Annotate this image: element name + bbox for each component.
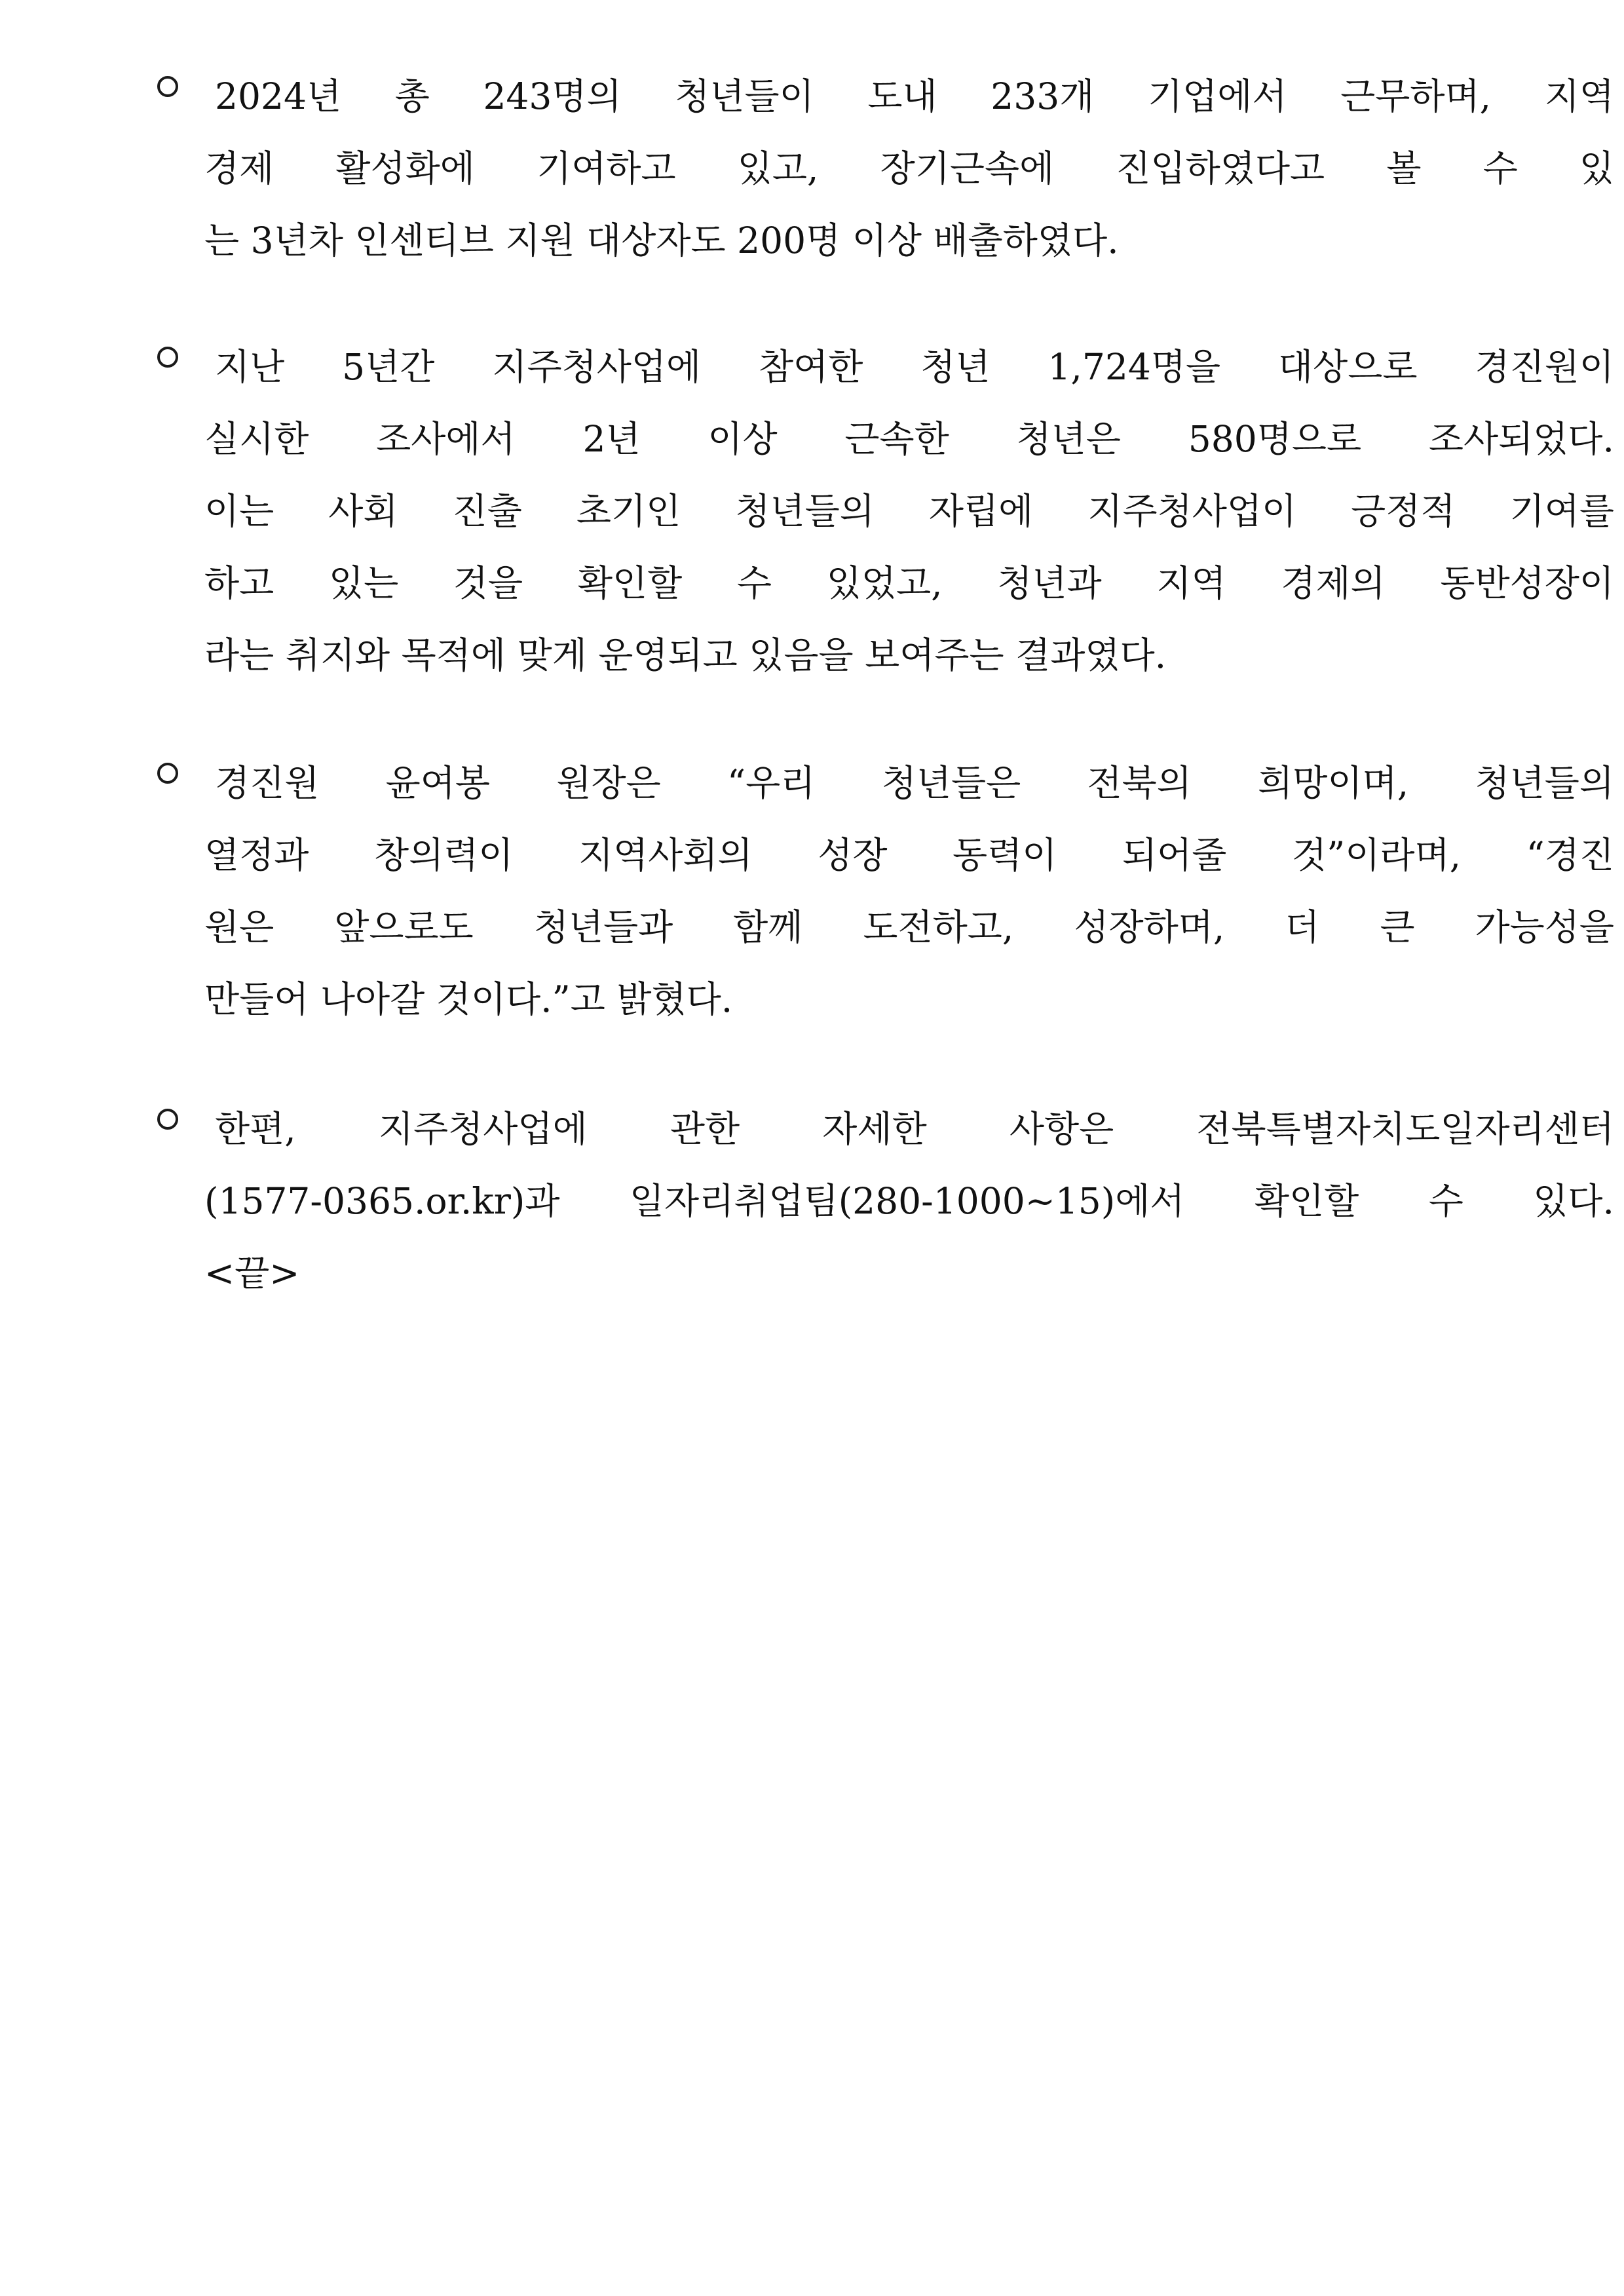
paragraph-line: 원은 앞으로도 청년들과 함께 도전하고, 성장하며, 더 큰 가능성을	[204, 906, 1614, 948]
paragraph-line: 라는 취지와 목적에 맞게 운영되고 있음을 보여주는 결과였다.	[204, 634, 1167, 676]
paragraph-line: 열정과 창의력이 지역사회의 성장 동력이 되어줄 것”이라며, “경진	[204, 834, 1614, 876]
paragraph-line: 지난 5년간 지주청사업에 참여한 청년 1,724명을 대상으로 경진원이	[215, 346, 1614, 388]
circle-bullet-icon	[157, 1109, 178, 1130]
paragraph-line: 한편, 지주청사업에 관한 자세한 사항은 전북특별자치도일자리센터	[215, 1108, 1614, 1150]
circle-bullet-icon	[157, 763, 178, 784]
paragraph-line: (1577-0365.or.kr)과 일자리취업팀(280-1000~15)에서 확인할 수 있다.	[204, 1180, 1614, 1222]
paragraph-line: 이는 사회 진출 초기인 청년들의 자립에 지주청사업이 긍정적 기여를	[204, 490, 1614, 532]
paragraph-line: 경진원 윤여봉 원장은 “우리 청년들은 전북의 희망이며, 청년들의	[215, 762, 1614, 804]
paragraph-line: 하고 있는 것을 확인할 수 있었고, 청년과 지역 경제의 동반성장이	[204, 562, 1614, 604]
paragraph-line: 실시한 조사에서 2년 이상 근속한 청년은 580명으로 조사되었다.	[204, 418, 1614, 460]
circle-bullet-icon	[157, 347, 178, 368]
end-mark: <끝>	[204, 1252, 300, 1294]
paragraph-line: 만들어 나아갈 것이다.”고 밝혔다.	[204, 978, 733, 1020]
paragraph-line: 는 3년차 인센티브 지원 대상자도 200명 이상 배출하였다.	[204, 220, 1119, 261]
paragraph-line: 2024년 총 243명의 청년들이 도내 233개 기업에서 근무하며, 지역	[215, 75, 1614, 117]
paragraph-line: 경제 활성화에 기여하고 있고, 장기근속에 진입하였다고 볼 수 있	[204, 147, 1614, 189]
circle-bullet-icon	[157, 76, 178, 97]
